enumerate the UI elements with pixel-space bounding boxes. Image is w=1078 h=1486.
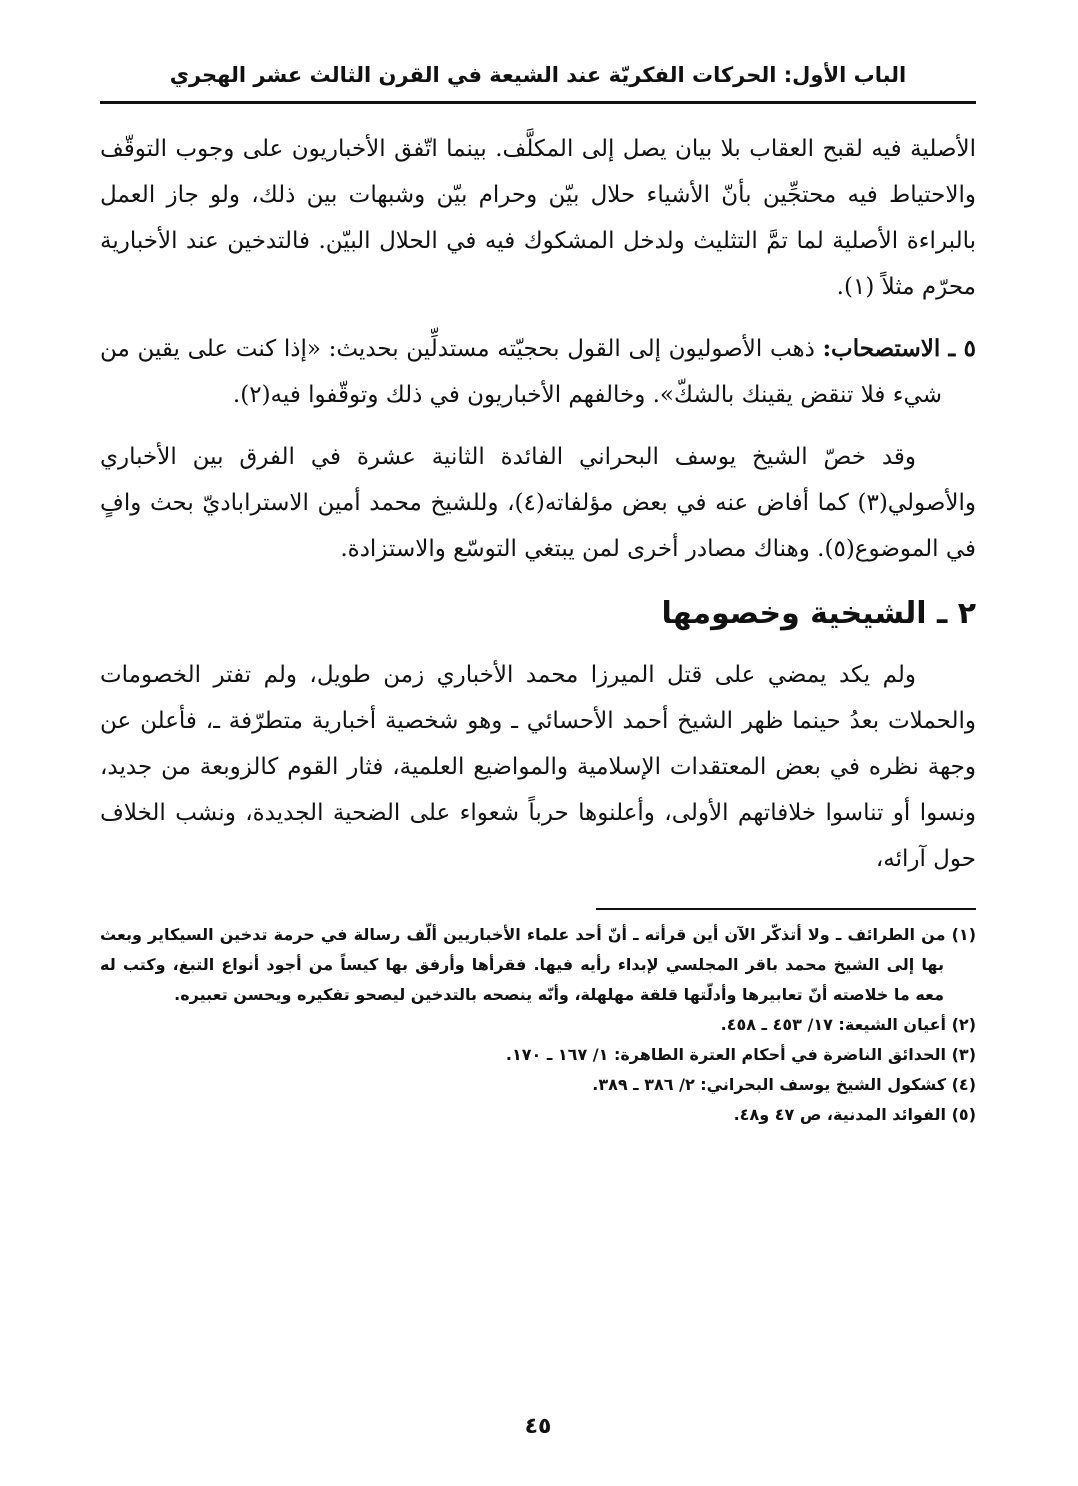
list-item-5-term: ٥ ـ الاستصحاب: (822, 335, 976, 363)
page-number: ٤٥ (524, 1414, 552, 1439)
footnote-separator (100, 882, 976, 920)
footnote-4: (٤) كشكول الشيخ يوسف البحراني: ٢/ ٣٨٦ ـ ٣٨٩. (592, 1075, 976, 1095)
running-header: الباب الأول: الحركات الفكريّة عند الشيعة في القرن الثالث عشر الهجري (100, 62, 976, 104)
body-paragraph-1: الأصلية فيه لقبح العقاب بلا بيان يصل إلى المكلَّف. بينما اتّفق الأخباريون على وجوب التوقّف والاحتياط فيه محتجِّين بأنّ الأشياء حلال بيّن وحرام بيّن وشبهات بين ذلك، ولو جاز العمل بالبراءة الأصلية لما تمَّ التثليث ولدخل المشكوك فيه في الحلال البيّن. فالتدخين عند الأخبارية محرّم مثلاً (١). (100, 136, 976, 301)
list-item-5-text: ذهب الأصوليون إلى القول بحجيّته مستدلِّين بحديث: «إذا كنت على يقين من شيء فلا تنقض يقينك بالشكّ». وخالفهم الأخباريون في ذلك وتوقّفوا فيه(٢). (100, 336, 942, 409)
footnote-5: (٥) الفوائد المدنية، ص ٤٧ و٤٨. (733, 1105, 976, 1125)
footnotes (100, 920, 976, 1130)
footnote-rule (596, 908, 976, 910)
book-page (100, 62, 976, 1442)
body-paragraph-2: وقد خصّ الشيخ يوسف البحراني الفائدة الثانية عشرة في الفرق بين الأخباري والأصولي(٣) كما أفاض عنه في بعض مؤلفاته(٤)، وللشيخ محمد أمين الاستراباديّ بحث وافٍ في الموضوع(٥). وهناك مصادر أخرى لمن يبتغي التوسّع والاستزادة. (100, 444, 976, 563)
footnote-3: (٣) الحدائق الناضرة في أحكام العترة الطاهرة: ١/ ١٦٧ ـ ١٧٠. (505, 1045, 976, 1065)
section-heading: ٢ ـ الشيخية وخصومها (661, 596, 976, 632)
body-paragraph-3: ولم يكد يمضي على قتل الميرزا محمد الأخباري زمن طويل، ولم تفتر الخصومات والحملات بعدُ حينما ظهر الشيخ أحمد الأحسائي ـ وهو شخصية أخبارية متطرّفة ـ، فأعلن عن وجهة نظره في بعض المعتقدات الإسلامية والمواضيع العلمية، فثار القوم كالزوبعة من جديد، ونسوا أو تناسوا خلافاتهم الأولى، وأعلنوها حرباً شعواء على الضحية الجديدة، ونشب الخلاف حول آرائه، (100, 662, 976, 873)
footnote-2: (٢) أعيان الشيعة: ١٧/ ٤٥٣ ـ ٤٥٨. (720, 1015, 976, 1035)
footnote-1: (١) من الطرائف ـ ولا أتذكّر الآن أين قرأته ـ أنّ أحد علماء الأخباريين ألّف رسالة في حرمة تدخين السيكاير وبعث بها إلى الشيخ محمد باقر المجلسي لإبداء رأيه فيها. فقرأها وأرفق بها كيساً من أجود أنواع التبغ، وكتب له معه ما خلاصته أنّ تعابيرها وأدلّتها قلقة مهلهلة، وأنّه ينصحه بالتدخين ليصحو تفكيره ويحسن تعبيره. (100, 925, 976, 1005)
list-item-5 (100, 326, 976, 418)
